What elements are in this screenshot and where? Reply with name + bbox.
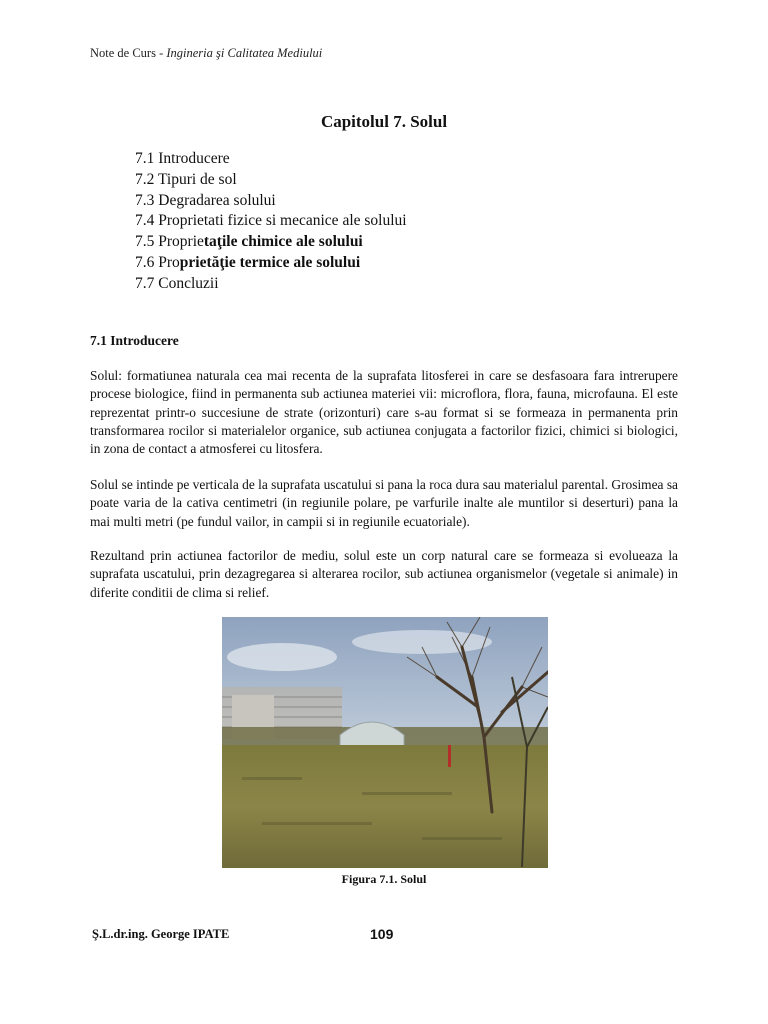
section-heading: 7.1 Introducere <box>90 333 179 348</box>
toc-item: 7.3 Degradarea solului <box>135 191 276 209</box>
soil-photo <box>222 617 548 868</box>
chapter-title: Capitolul 7. Solul <box>320 112 448 131</box>
table-of-contents <box>135 149 407 295</box>
toc-item: 7.5 Proprietaţile chimice ale solului <box>135 233 363 251</box>
toc-item: 7.6 Proprietăţie termice ale solului <box>135 253 361 271</box>
red-post <box>448 745 451 767</box>
figure-caption: Figura 7.1. Solul <box>341 872 427 886</box>
footer-author: Ş.L.dr.ing. George IPATE <box>92 927 230 941</box>
header-course-title: Ingineria şi Calitatea Mediului <box>166 46 323 60</box>
running-header <box>90 46 322 61</box>
toc-item: 7.7 Concluzii <box>135 274 219 292</box>
cloud <box>227 643 337 671</box>
toc-item: 7.4 Proprietati fizice si mecanice ale solului <box>135 212 407 230</box>
grass-field <box>222 745 548 868</box>
body-paragraph: Rezultand prin actiunea factorilor de mediu, solul este un corp natural care se formeaza si evolueaza la suprafata uscatului, prin dezagregarea si alterarea rocilor, sub actiunea organismelor (vegetale si animale) in diferite conditii de clima si relief. <box>90 548 678 600</box>
header-prefix: Note de Curs - <box>90 46 167 60</box>
toc-item: 7.2 Tipuri de sol <box>135 170 237 188</box>
page-number: 109 <box>370 926 394 942</box>
body-paragraph: Solul se intinde pe verticala de la suprafata uscatului si pana la roca dura sau materialul parental. Grosimea sa poate varia de la cativa centimetri (in regiunile polare, pe varfurile inalte ale muntilor si deserturi) pana la mai multi metri (pe fundul vailor, in campii si in regiunile ecuatoriale). <box>90 477 678 529</box>
cloud <box>352 630 492 654</box>
body-paragraph: Solul: formatiunea naturala cea mai recenta de la suprafata litosferei in care se desfasoara fara intrerupere procese biologice, fiind in permanenta sub actiunea materiei vii: microflora, flora, fauna, microfauna. El este reprezentat printr-o succesiune de strate (orizonturi) care s-au format si se formeaza in permanenta prin transformarea rocilor si materialelor organice, sub actiunea conjugata a factorilor fizici, chimici si biologici, in zona de contact a atmosferei cu litosfera. <box>90 368 678 457</box>
toc-item: 7.1 Introducere <box>135 150 230 167</box>
